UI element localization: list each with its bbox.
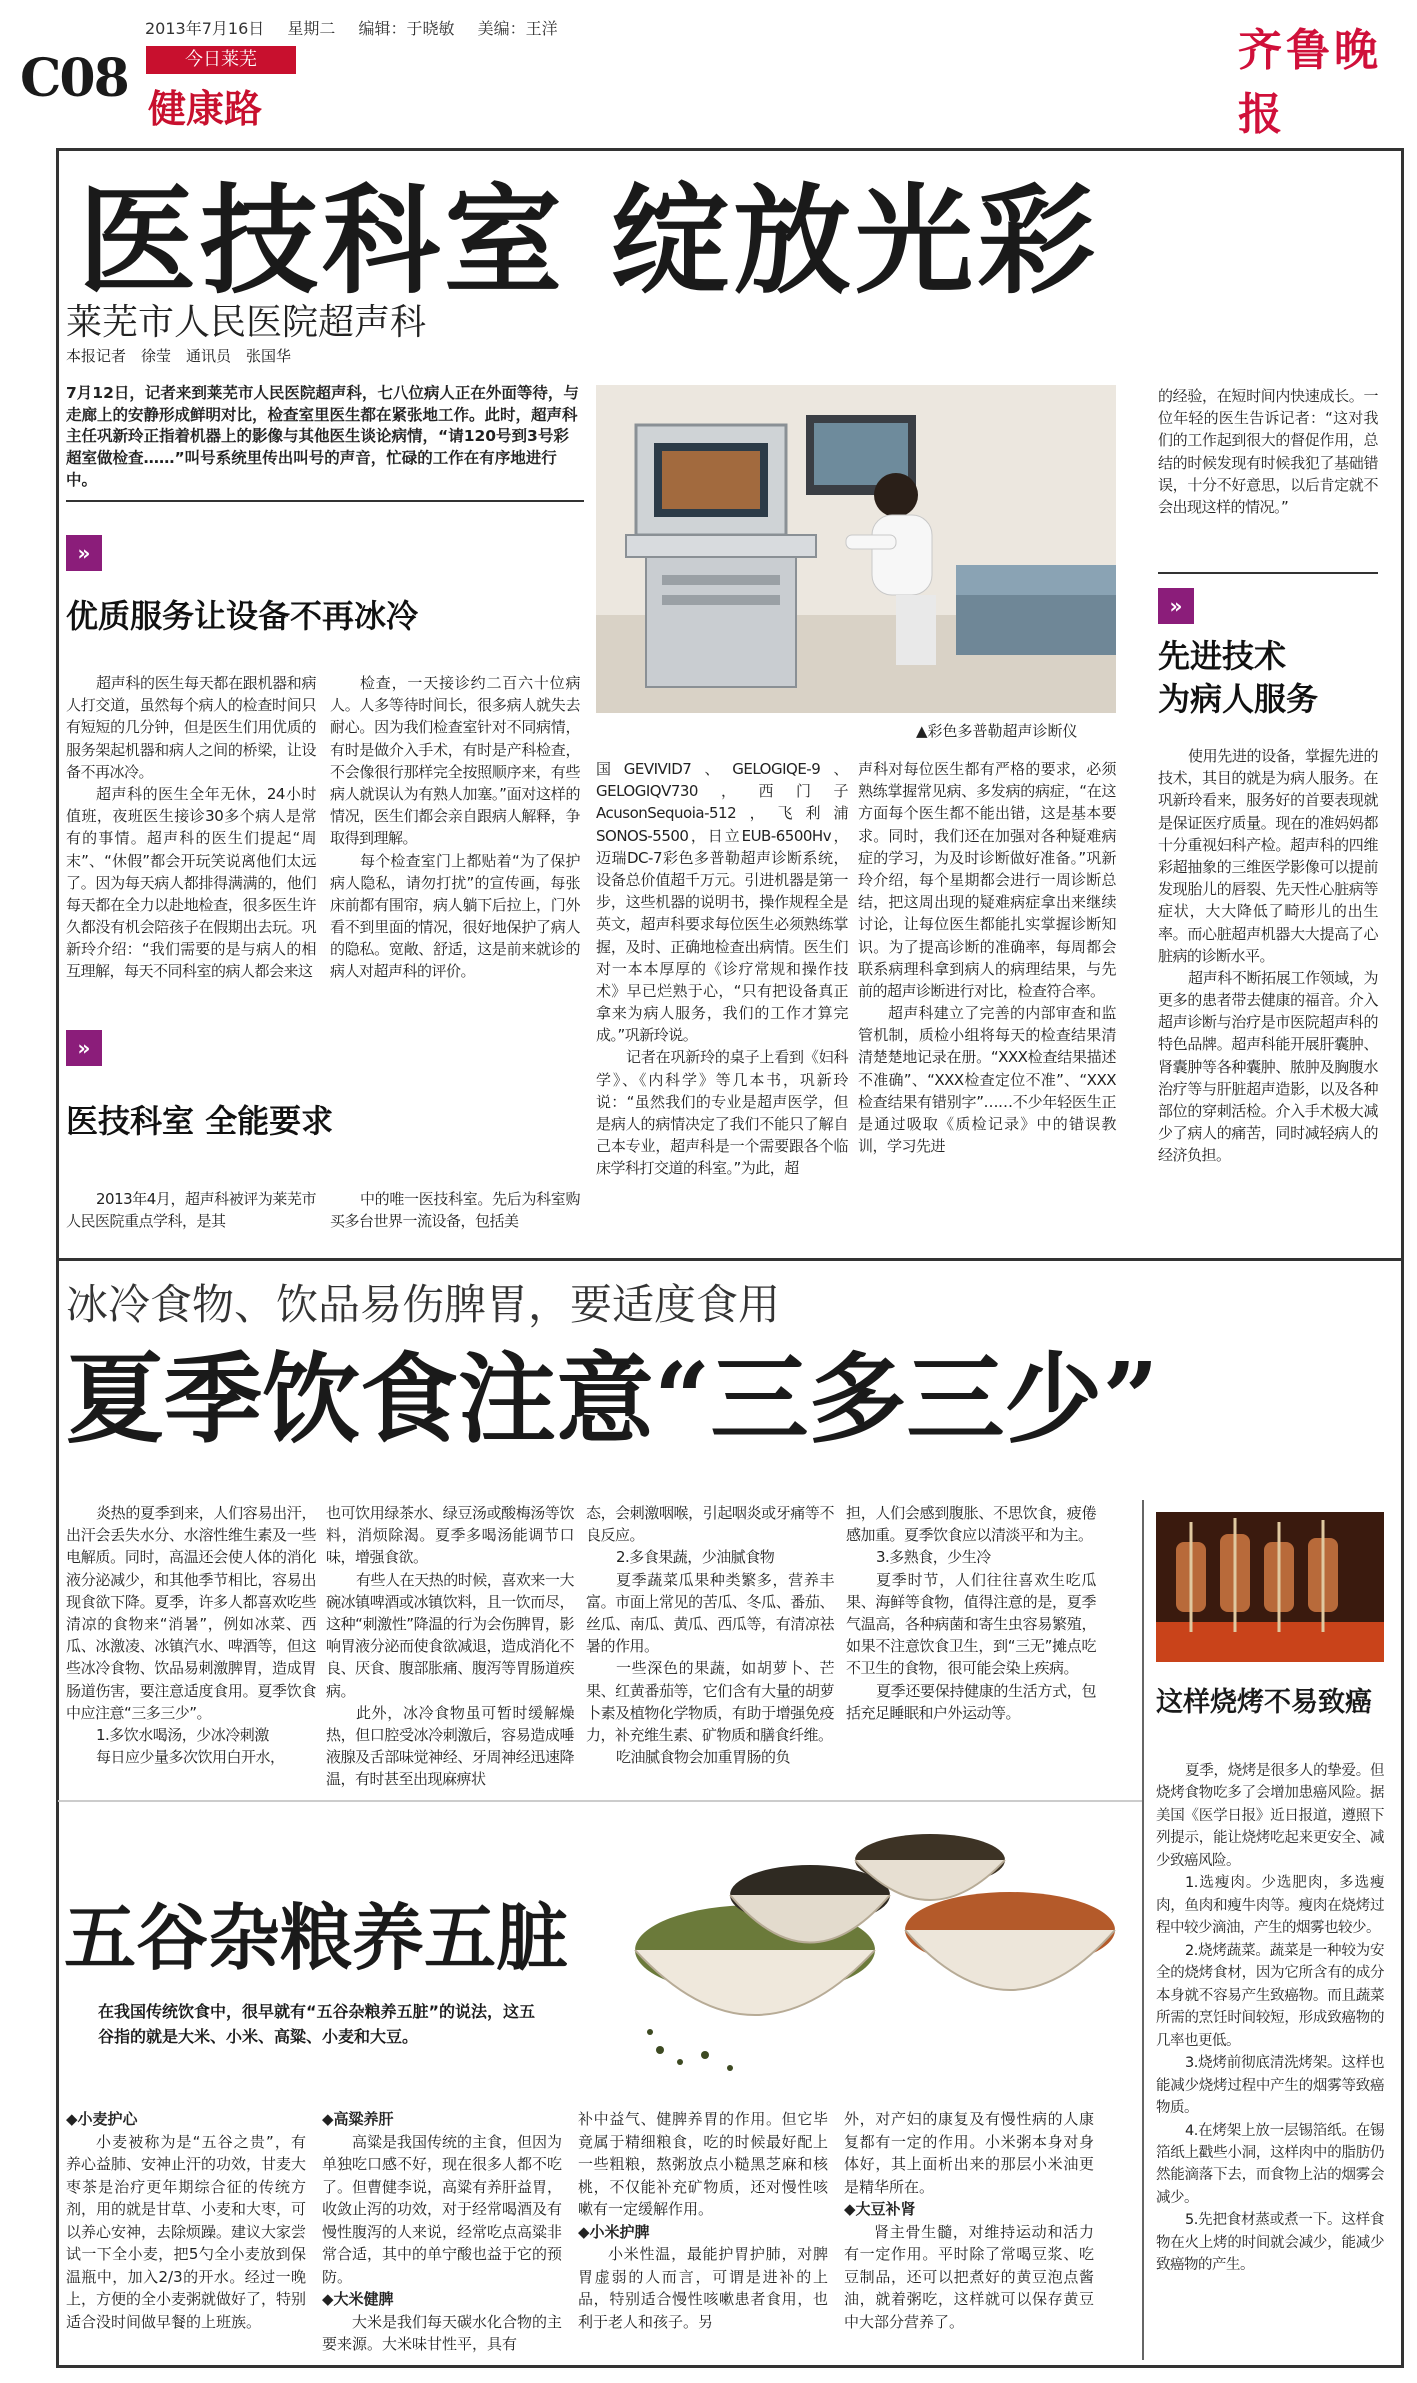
paragraph: 2.多食果蔬，少油腻食物 xyxy=(616,1548,775,1567)
section1-column-1 xyxy=(66,672,316,983)
article2-headline: 夏季饮食注意“三多三少” xyxy=(66,1342,1159,1457)
barbecue-skewers-illustration xyxy=(1156,1512,1384,1662)
paragraph: 2.烧烤蔬菜。蔬菜是一种较为安全的烧烤食材，因为它所含有的成分本身就不容易产生致癌物。而且蔬菜所需的烹饪时间较短，形成致癌物的几率也更低。 xyxy=(1156,1942,1384,2049)
chevron-right-icon: » xyxy=(1158,588,1194,624)
subheading: ◆高粱养肝 xyxy=(322,2110,394,2128)
article2-column-2 xyxy=(326,1502,574,1790)
editor-credit: 编辑：于晓敏 xyxy=(358,19,455,38)
grains-column-1 xyxy=(66,2108,306,2333)
paragraph: 3.多熟食，少生冷 xyxy=(876,1548,991,1567)
section1-column-2 xyxy=(330,672,580,983)
paragraph: 2013年4月，超声科被评为莱芜市人民医院重点学科，是其 xyxy=(66,1190,316,1231)
issue-date: 2013年7月16日 xyxy=(145,19,265,38)
subheading: ◆大豆补肾 xyxy=(844,2200,916,2218)
paragraph: 夏季蔬菜瓜果种类繁多，营养丰富。市面上常见的苦瓜、冬瓜、番茄、丝瓜、南瓜、黄瓜、西瓜等，有清凉祛暑的作用。 xyxy=(586,1570,834,1656)
subheading: ◆大米健脾 xyxy=(322,2290,394,2308)
lead-divider xyxy=(66,500,584,502)
paragraph: 每日应少量多次饮用白开水， xyxy=(96,1748,285,1767)
paragraph: 有些人在天热的时候，喜欢来一大碗冰镇啤酒或冰镇饮料，且一饮而尽，这种“刺激性”降温的行为会伤脾胃，影响胃液分泌而使食欲减退，造成消化不良、厌食、腹部胀痛、腹泻等胃肠道疾病。 xyxy=(326,1570,574,1700)
middle-column-2 xyxy=(858,758,1116,1157)
paragraph: 肾主骨生髓，对维持运动和活力有一定作用。平时除了常喝豆浆、吃豆制品，还可以把煮好的黄豆泡点酱油，就着粥吃，这样就可以保存黄豆中大部分营养了。 xyxy=(844,2222,1094,2331)
article1-headline: 医技科室 绽放光彩 xyxy=(78,171,1100,310)
paragraph: 4.在烤架上放一层锡箔纸。在锡箔纸上戳些小洞，这样肉中的脂肪仍然能滴落下去，而食物上沾的烟雾会减少。 xyxy=(1156,2122,1384,2206)
paragraph: 超声科的医生全年无休，24小时值班，夜班医生接诊30多个病人是常有的事情。超声科的医生们提起“周末”、“休假”都会开玩笑说离他们太远了。因为每天病人都排得满满的，他们每天都在全力以赴地检查，很多医生许久都没有机会陪孩子在假期出去玩。巩新玲介绍：“我们需要的是与病人的相互理解，每天不同科室的病人都会来这 xyxy=(66,784,316,981)
grains-column-4 xyxy=(844,2108,1094,2333)
paragraph: 国GEVIVID7、GELOGIQE-9、GELOGIQV730，西门子AcusonSequoia-512，飞利浦SONOS-5500，日立EUB-6500Hv，迈瑞DC-7彩色多普勒超声诊断系统，设备总价值超千万元。引进机器是第一步，这些机器的说明书，操作规程全是英文，超声科要求每位医生必须熟练掌握，及时、正确地检查出病情。医生们对一本本厚厚的《诊疗常规和操作技术》早已烂熟于心，“只有把设备真正拿来为病人服务，我们的工作才算完成。”巩新玲说。 xyxy=(596,760,848,1045)
article1-lead: 7月12日，记者来到莱芜市人民医院超声科，七八位病人正在外面等待，与走廊上的安静形成鲜明对比，检查室里医生都在紧张地工作。此时，超声科主任巩新玲正指着机器上的影像与其他医生谈论病情，“请120号到3号彩超室做检查……”叫号系统里传出叫号的声音，忙碌的工作在有序地进行中。 xyxy=(66,384,579,489)
paragraph: 小麦被称为是“五谷之贵”，有养心益肺、安神止汗的功效，甘麦大枣茶是治疗更年期综合征的传统方剂，用的就是甘草、小麦和大枣，可以养心安神，去除烦躁。建议大家尝试一下全小麦，把5勺全小麦放到保温瓶中，加入2/3的开水。经过一晚上，方便的全小麦粥就做好了，特别适合没时间做早餐的上班族。 xyxy=(66,2132,307,2331)
paragraph: 检查，一天接诊约二百六十位病人。人多等待时间长，很多病人就失去耐心。因为我们检查室针对不同病情，有时是做介入手术，有时是产科检查，不会像很行那样完全按照顺序来，有些病人就误认为有熟人加塞。”面对这样的情况，医生们都会亲自跟病人解释，争取得到理解。 xyxy=(330,674,580,848)
section1-heading: 优质服务让设备不再冰冷 xyxy=(66,597,419,635)
paragraph: 超声科不断拓展工作领域，为更多的患者带去健康的福音。介入超声诊断与治疗是市医院超声科的特色品牌。超声科能开展肝囊肿、肾囊肿等各种囊肿、脓肿及胸腹水治疗等与肝脏超声造影，以及各种部位的穿刺活检。介入手术极大减少了病人的痛苦，同时减轻病人的经济负担。 xyxy=(1158,968,1378,1165)
paragraph: 此外，冰冷食物虽可暂时缓解燥热，但口腔受冰冷刺激后，容易造成唾液腺及舌部味觉神经、牙周神经迅速降温，有时甚至出现麻痹状 xyxy=(326,1703,574,1789)
bbq-column xyxy=(1156,1760,1384,2277)
paragraph: 记者在巩新玲的桌子上看到《妇科学》、《内科学》等几本书，巩新玲说：“虽然我们的专业是超声医学，但是病人的病情决定了我们不能只了解自己本专业，超声科是一个需要跟各个临床学科打交道的科室。”为此，超 xyxy=(596,1048,848,1178)
chevron-right-icon: » xyxy=(66,1030,102,1066)
ultrasound-scene-illustration xyxy=(596,385,1116,713)
subheading: ◆小麦护心 xyxy=(66,2110,138,2128)
paragraph: 夏季，烧烤是很多人的挚爱。但烧烤食物吃多了会增加患癌风险。据美国《医学日报》近日报道，遵照下列提示，能让烧烤吃起来更安全、减少致癌风险。 xyxy=(1156,1763,1384,1869)
article2-column-4 xyxy=(846,1502,1096,1724)
paragraph: 高粱是我国传统的主食，但因为单独吃口感不好，现在很多人都不吃了。但曹健李说，高粱有养肝益胃，收敛止泻的功效，对于经常喝酒及有慢性腹泻的人来说，经常吃点高粱非常合适，其中的单宁酸也益于它的预防。 xyxy=(322,2132,563,2286)
article2-kicker: 冰冷食物、饮品易伤脾胃，要适度食用 xyxy=(66,1280,781,1329)
grains-column-3 xyxy=(578,2108,828,2333)
paragraph: 夏季时节，人们往往喜欢生吃瓜果、海鲜等食物，值得注意的是，夏季气温高，各种病菌和寄生虫容易繁殖，如果不注意饮食卫生，到“三无”摊点吃不卫生的食物，很可能会染上疾病。 xyxy=(846,1570,1096,1678)
paragraph: 大米是我们每天碳水化合物的主要来源。大米味甘性平，具有 xyxy=(322,2312,563,2353)
grains-column-2 xyxy=(322,2108,562,2356)
section2-column-1 xyxy=(66,1188,316,1232)
paragraph: 夏季还要保持健康的生活方式，包括充足睡眠和户外运动等。 xyxy=(846,1681,1096,1722)
paragraph: 吃油腻食物会加重胃肠的负 xyxy=(616,1748,791,1767)
paragraph: 中的唯一医技科室。先后为科室购买多台世界一流设备，包括美 xyxy=(330,1190,580,1231)
paragraph: 炎热的夏季到来，人们容易出汗，出汗会丢失水分、水溶性维生素及一些电解质。同时，高温还会使人体的消化液分泌减少，和其他季节相比，容易出现食欲下降。夏季，许多人都喜欢吃些清凉的食物来“消暑”，例如冰菜、西瓜、冰激凌、冰镇汽水、啤酒等，但这些冰冷食物、饮品易刺激脾胃，造成胃肠道伤害，要注意适度食用。夏季饮食中应注意“三多三少”。 xyxy=(66,1504,316,1722)
section3-heading-line2: 为病人服务 xyxy=(1158,680,1319,719)
right-divider xyxy=(1158,572,1378,574)
paragraph: 外，对产妇的康复及有慢性病的人康复都有一定的作用。小米粥本身对身体好，其上面析出来的那层小米油更是精华所在。 xyxy=(844,2110,1094,2196)
photo-caption: ▲彩色多普勒超声诊断仪 xyxy=(916,722,1078,740)
designer-credit: 美编：王洋 xyxy=(477,19,558,38)
chevron-right-icon: » xyxy=(66,535,102,571)
grain-bowls-illustration xyxy=(620,1800,1130,2080)
paragraph: 也可饮用绿茶水、绿豆汤或酸梅汤等饮料，消烦除渴。夏季多喝汤能调节口味，增强食欲。 xyxy=(326,1504,574,1567)
paragraph: 使用先进的设备，掌握先进的技术，其目的就是为病人服务。在巩新玲看来，服务好的首要表现就是保证医疗质量。现在的准妈妈都十分重视妇科产检。超声科的四维彩超抽象的三维医学影像可以提前发现胎儿的唇裂、先天性心脏病等症状，大大降低了畸形儿的出生率。而心脏超声机器大大提高了心脏病的诊断水平。 xyxy=(1158,747,1378,965)
paragraph: 的经验，在短时间内快速成长。一位年轻的医生告诉记者：“这对我们的工作起到很大的督促作用，总结的时候发现有时候我犯了基础错误，十分不好意思，以后肯定就不会出现这样的情况。” xyxy=(1158,387,1378,516)
paragraph: 每个检查室门上都贴着“为了保护病人隐私，请勿打扰”的宣传画，每张床前都有围帘，病人躺下后拉上，门外看不到里面的情况，很好地保护了病人的隐私。宽敞、舒适，这是前来就诊的病人对超声科的评价。 xyxy=(330,851,580,981)
section3-column xyxy=(1158,745,1378,1167)
paragraph: 超声科的医生每天都在跟机器和病人打交道，虽然每个病人的检查时间只有短短的几分钟，但是医生们用优质的服务架起机器和病人之间的桥梁，让设备不再冰冷。 xyxy=(66,674,316,781)
section2-column-2 xyxy=(330,1188,580,1232)
bbq-heading: 这样烧烤不易致癌 xyxy=(1156,1687,1372,1718)
paragraph: 一些深色的果蔬，如胡萝卜、芒果、红黄番茄等，它们含有大量的胡萝卜素及植物化学物质，有助于增强免疫力，补充维生素、矿物质和膳食纤维。 xyxy=(586,1659,834,1744)
article3-headline: 五谷杂粮养五脏 xyxy=(64,1895,569,1980)
paragraph: 小米性温，最能护胃护肺，对脾胃虚弱的人而言，可谓是进补的上品，特别适合慢性咳嗽患者食用，也利于老人和孩子。另 xyxy=(578,2245,828,2331)
ultrasound-photo xyxy=(596,385,1116,713)
subheading: ◆小米护脾 xyxy=(578,2222,650,2241)
paragraph: 1.选瘦肉。少选肥肉，多选瘦肉，鱼肉和瘦牛肉等。瘦肉在烧烤过程中较少滴油，产生的烟雾也较少。 xyxy=(1156,1875,1384,1937)
article1-subtitle: 莱芜市人民医院超声科 xyxy=(66,302,427,343)
issue-weekday: 星期二 xyxy=(287,19,336,38)
page-number: C08 xyxy=(20,48,128,109)
paragraph: 担，人们会感到腹胀、不思饮食，疲倦感加重。夏季饮食应以清淡平和为主。 xyxy=(846,1504,1096,1545)
article2-column-3 xyxy=(586,1502,834,1768)
section-name: 健康路 xyxy=(148,87,263,131)
paragraph: 态，会刺激咽喉，引起咽炎或牙痛等不良反应。 xyxy=(586,1504,834,1545)
paragraph: 3.烧烤前彻底清洗烤架。这样也能减少烧烤过程中产生的烟雾等致癌物质。 xyxy=(1156,2055,1384,2117)
middle-column-1 xyxy=(596,758,848,1180)
masthead-meta xyxy=(145,16,576,39)
article1-byline: 本报记者 徐莹 通讯员 张国华 xyxy=(66,347,292,365)
article2-column-1 xyxy=(66,1502,316,1768)
paragraph: 1.多饮水喝汤，少冰冷刺激 xyxy=(96,1725,269,1744)
section2-heading: 医技科室 全能要求 xyxy=(66,1102,334,1140)
paragraph: 5.先把食材蒸或煮一下。这样食物在火上烤的时间就会减少，能减少致癌物的产生。 xyxy=(1156,2212,1384,2274)
barbecue-photo xyxy=(1156,1512,1384,1662)
paragraph: 声科对每位医生都有严格的要求，必须熟练掌握常见病、多发病的病症，“在这方面每个医生都不能出错，这是基本要求。同时，我们还在加强对各种疑难病症的学习，为及时诊断做好准备。”巩新玲介绍，每个星期都会进行一周诊断总结，把这周出现的疑难病症拿出来继续讨论，让每位医生都能扎实掌握诊断知识。为了提高诊断的准确率，每周都会联系病理科拿到病人的病理结果，与先前的超声诊断进行对比，检查符合率。 xyxy=(858,760,1116,1000)
section3-heading xyxy=(1158,635,1318,721)
paragraph: 超声科建立了完善的内部审查和监管机制，质检小组将每天的检查结果清清楚楚地记录在册。“XXX检查结果描述不准确”、“XXX检查定位不准”、“XXX检查结果有错别字”……不少年轻医生正是通过吸取《质检记录》中的错误教训，学习先进 xyxy=(858,1004,1116,1156)
article3-lead: 在我国传统饮食中，很早就有“五谷杂粮养五脏”的说法，这五谷指的就是大米、小米、高粱、小麦和大豆。 xyxy=(98,2002,536,2046)
paragraph: 补中益气、健脾养胃的作用。但它毕竟属于精细粮食，吃的时候最好配上一些粗粮，熬粥放点小糙黑芝麻和核桃，不仅能补充矿物质，还对慢性咳嗽有一定缓解作用。 xyxy=(578,2110,828,2218)
section-badge: 今日莱芜 xyxy=(146,46,296,74)
right-column-top xyxy=(1158,385,1378,518)
sidebar-divider xyxy=(1142,1500,1144,2360)
article-divider xyxy=(58,1258,1402,1261)
section3-heading-line1: 先进技术 xyxy=(1158,637,1287,675)
grain-bowls-photo xyxy=(620,1800,1130,2080)
newspaper-logo: 齐鲁晚报 xyxy=(1238,25,1382,140)
